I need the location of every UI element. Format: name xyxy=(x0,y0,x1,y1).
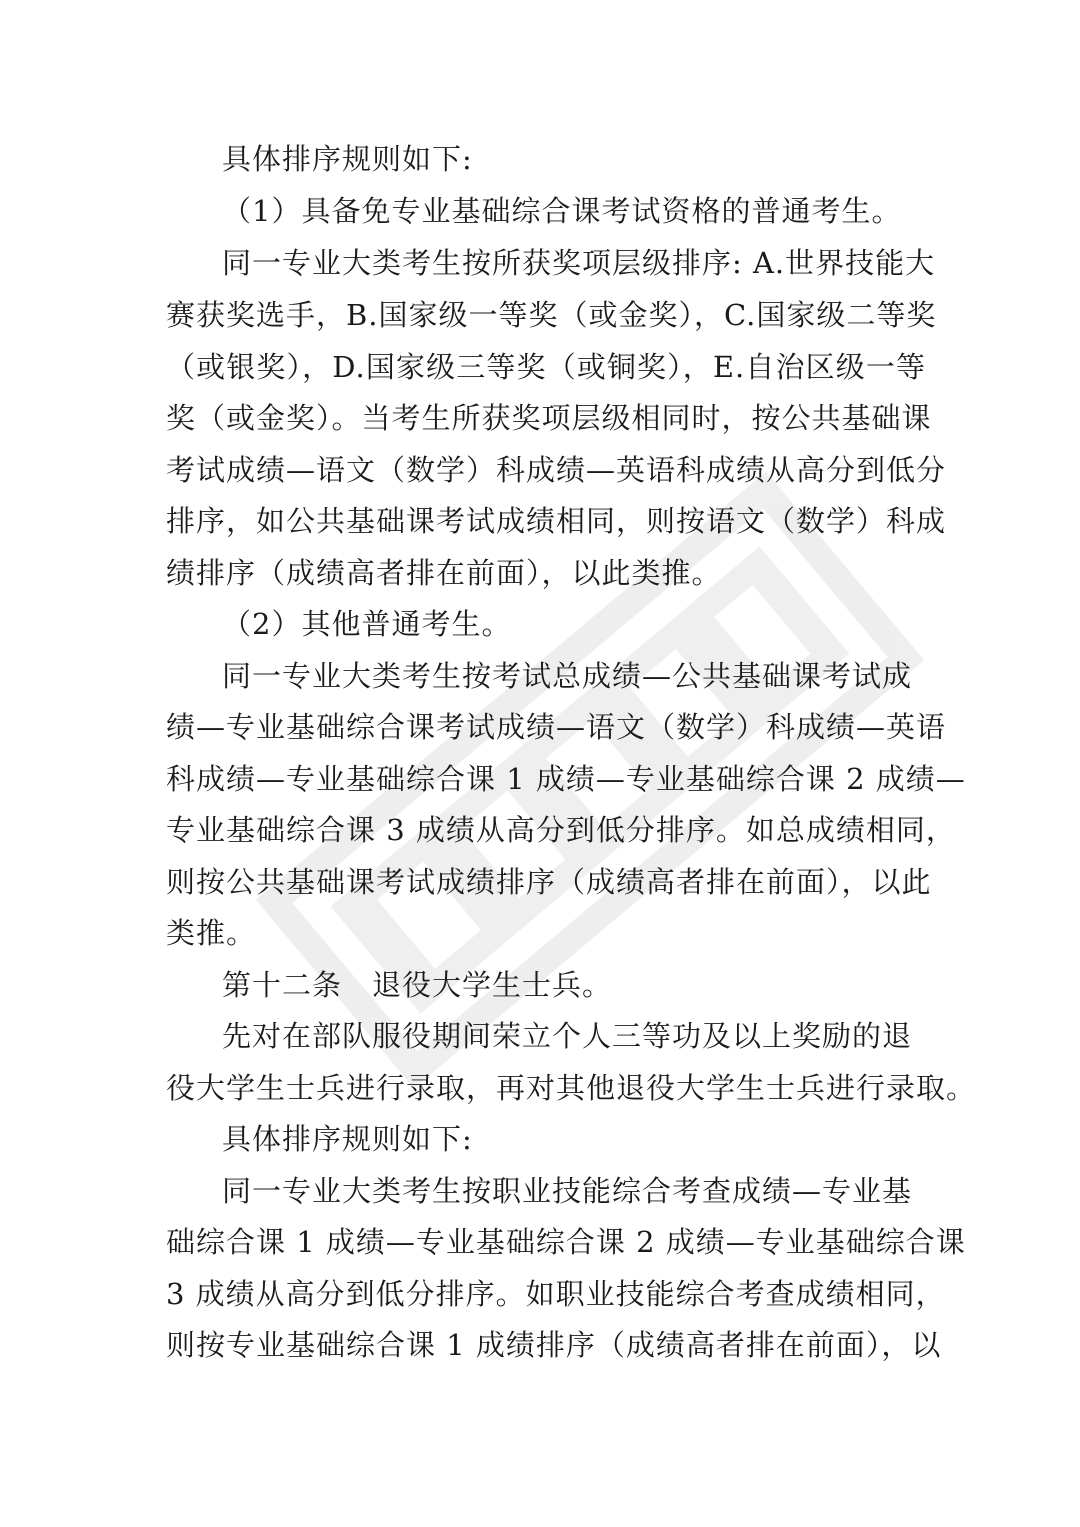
text-line: 则按专业基础综合课 1 成绩排序（成绩高者排在前面），以 xyxy=(166,1328,942,1362)
article-heading: 第十二条 退役大学生士兵。 xyxy=(222,968,613,1002)
text-line: 奖（或金奖）。当考生所获奖项层级相同时，按公共基础课 xyxy=(166,401,932,435)
text-line: 类推。 xyxy=(166,916,257,950)
text-line: 3 成绩从高分到低分排序。如职业技能综合考查成绩相同， xyxy=(166,1277,946,1311)
text-line: 具体排序规则如下: xyxy=(222,1122,473,1156)
text-line: 专业基础综合课 3 成绩从高分到低分排序。如总成绩相同， xyxy=(166,813,956,847)
text-line: 排序，如公共基础课考试成绩相同，则按语文（数学）科成 xyxy=(166,504,947,538)
text-line: 则按公共基础课考试成绩排序（成绩高者排在前面），以此 xyxy=(166,865,932,899)
text-line: 役大学生士兵进行录取，再对其他退役大学生士兵进行录取。 xyxy=(166,1071,977,1105)
text-line: 绩排序（成绩高者排在前面），以此类推。 xyxy=(166,556,722,590)
text-line: 考试成绩—语文（数学）科成绩—英语科成绩从高分到低分 xyxy=(166,453,947,487)
text-line: 同一专业大类考生按考试总成绩—公共基础课考试成 xyxy=(222,659,913,693)
text-line: 同一专业大类考生按职业技能综合考查成绩—专业基 xyxy=(222,1174,913,1208)
text-line: 赛获奖选手，B.国家级一等奖（或金奖），C.国家级二等奖 xyxy=(166,298,937,332)
text-line: 绩—专业基础综合课考试成绩—语文（数学）科成绩—英语 xyxy=(166,710,947,744)
list-item-heading: （1）具备免专业基础综合课考试资格的普通考生。 xyxy=(222,194,902,228)
text-line: （或银奖），D.国家级三等奖（或铜奖），E.自治区级一等 xyxy=(166,350,926,384)
text-line: 同一专业大类考生按所获奖项层级排序: A.世界技能大 xyxy=(222,246,936,280)
text-line: 先对在部队服役期间荣立个人三等功及以上奖励的退 xyxy=(222,1019,913,1053)
list-item-heading: （2）其他普通考生。 xyxy=(222,607,512,641)
text-line: 具体排序规则如下: xyxy=(222,142,473,176)
text-line: 科成绩—专业基础综合课 1 成绩—专业基础综合课 2 成绩— xyxy=(166,762,966,796)
text-line: 础综合课 1 成绩—专业基础综合课 2 成绩—专业基础综合课 xyxy=(166,1225,966,1259)
